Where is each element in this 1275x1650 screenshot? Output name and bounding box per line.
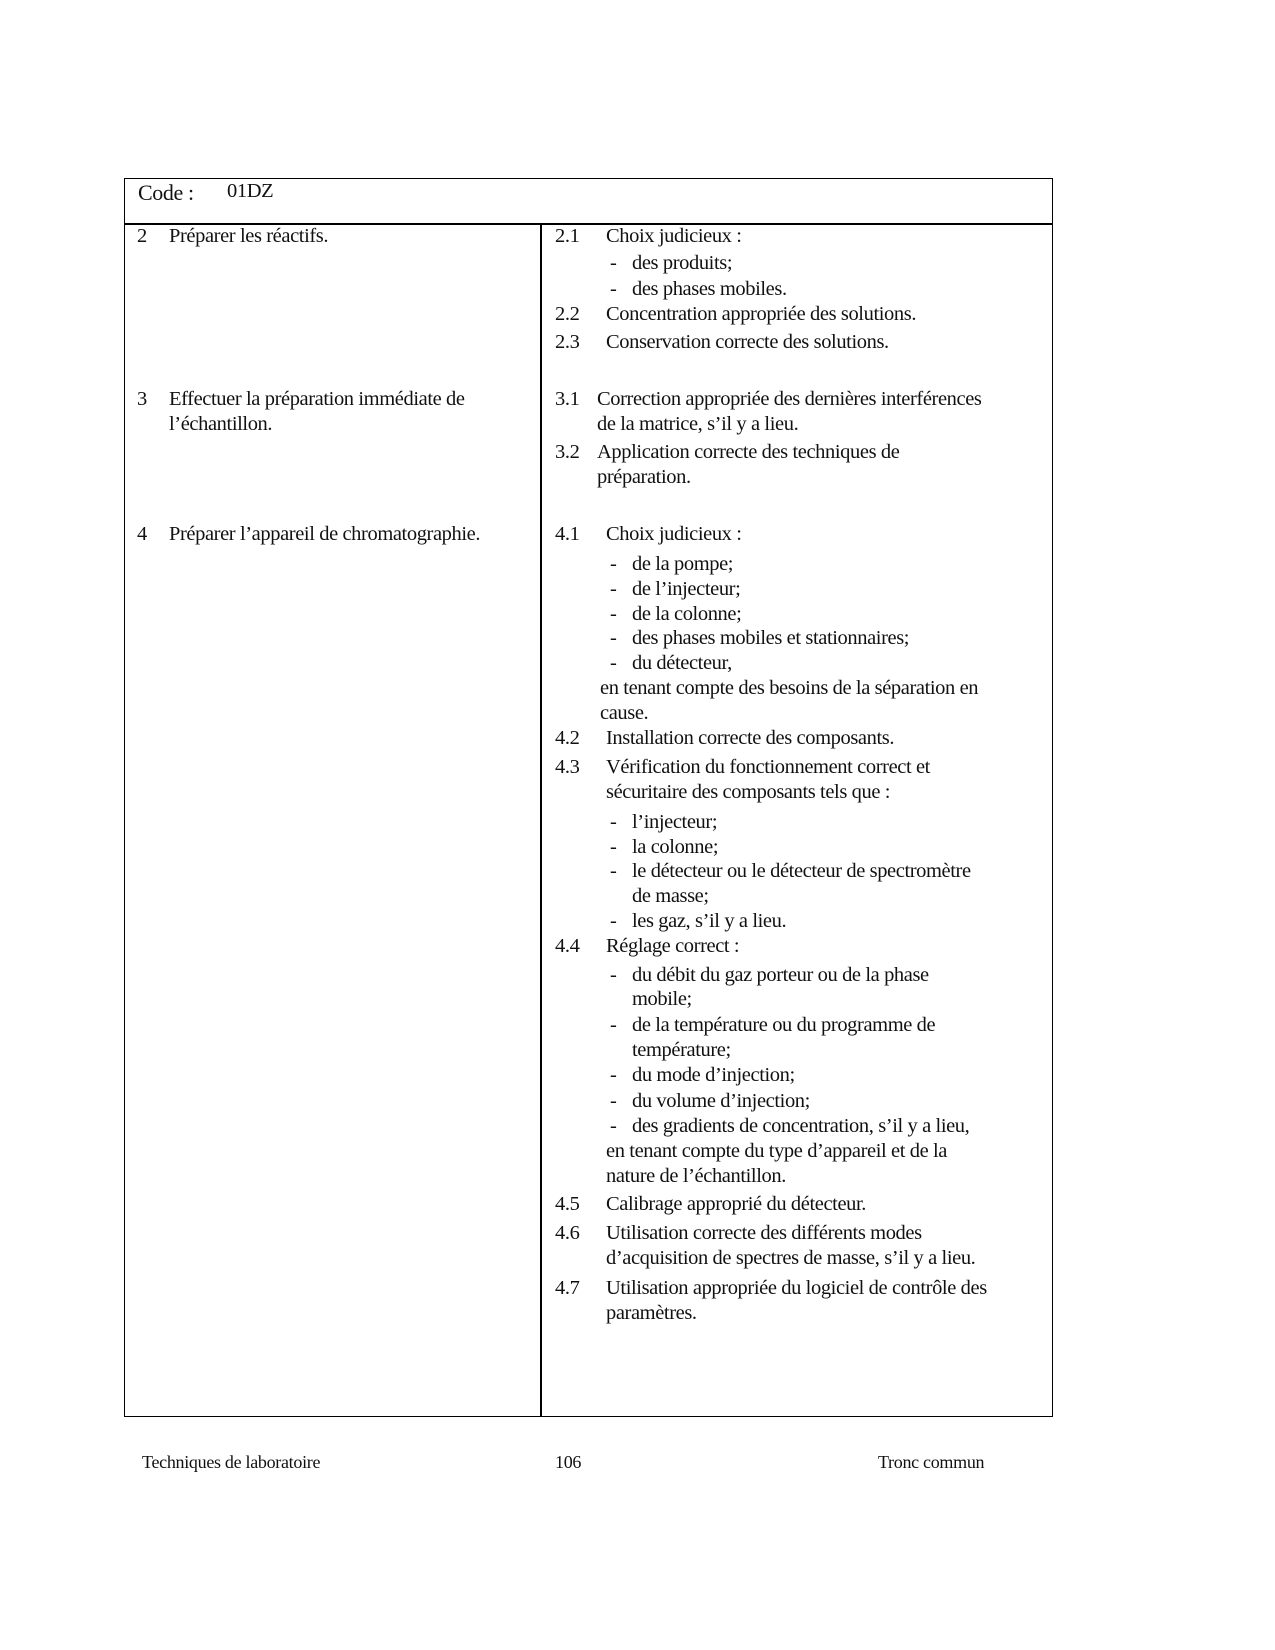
criterion-number: 3.2 — [555, 441, 580, 463]
column-divider — [540, 224, 542, 1416]
criterion-bullet: la colonne; — [632, 836, 719, 858]
criterion-number: 4.2 — [555, 727, 580, 749]
bullet-dash-icon: - — [610, 652, 617, 674]
criterion-note: cause. — [600, 702, 649, 724]
bullet-dash-icon: - — [610, 1014, 617, 1036]
footer-program: Techniques de laboratoire — [142, 1452, 321, 1472]
code-value: 01DZ — [227, 180, 274, 202]
criterion-number: 4.6 — [555, 1222, 580, 1244]
element-title: Effectuer la préparation immédiate de — [169, 388, 465, 410]
bullet-dash-icon: - — [610, 603, 617, 625]
criterion-bullet: des phases mobiles. — [632, 278, 787, 300]
criterion-text: préparation. — [597, 466, 691, 488]
criterion-bullet: mobile; — [632, 988, 692, 1010]
bullet-dash-icon: - — [610, 252, 617, 274]
bullet-dash-icon: - — [610, 860, 617, 882]
criterion-number: 4.7 — [555, 1277, 580, 1299]
bullet-dash-icon: - — [610, 1064, 617, 1086]
bullet-dash-icon: - — [610, 278, 617, 300]
criterion-text: Calibrage approprié du détecteur. — [606, 1193, 867, 1215]
criterion-bullet: de la pompe; — [632, 553, 734, 575]
bullet-dash-icon: - — [610, 578, 617, 600]
element-number: 3 — [137, 388, 147, 410]
criterion-text: Vérification du fonctionnement correct et — [606, 756, 930, 778]
criterion-text: Conservation correcte des solutions. — [606, 331, 889, 353]
code-label: Code : — [138, 180, 194, 205]
bullet-dash-icon: - — [610, 811, 617, 833]
criterion-number: 2.1 — [555, 225, 580, 247]
element-title: Préparer l’appareil de chromatographie. — [169, 523, 481, 545]
criterion-bullet: du débit du gaz porteur ou de la phase — [632, 964, 929, 986]
criterion-bullet: des gradients de concentration, s’il y a lieu, — [632, 1115, 970, 1137]
criterion-bullet: le détecteur ou le détecteur de spectromètre — [632, 860, 971, 882]
bullet-dash-icon: - — [610, 836, 617, 858]
bullet-dash-icon: - — [610, 1115, 617, 1137]
criterion-text: Choix judicieux : — [606, 225, 742, 247]
criterion-text: Application correcte des techniques de — [597, 441, 900, 463]
criterion-bullet: de la colonne; — [632, 603, 742, 625]
criterion-bullet: température; — [632, 1039, 731, 1061]
criterion-note: en tenant compte des besoins de la séparation en — [600, 677, 979, 699]
criterion-number: 2.2 — [555, 303, 580, 325]
criterion-number: 3.1 — [555, 388, 580, 410]
criterion-bullet: du mode d’injection; — [632, 1064, 795, 1086]
criterion-bullet: du volume d’injection; — [632, 1090, 810, 1112]
criterion-text: Choix judicieux : — [606, 523, 742, 545]
criterion-number: 2.3 — [555, 331, 580, 353]
bullet-dash-icon: - — [610, 627, 617, 649]
element-number: 2 — [137, 225, 147, 247]
criterion-number: 4.5 — [555, 1193, 580, 1215]
element-title: l’échantillon. — [169, 413, 273, 435]
criterion-bullet: des phases mobiles et stationnaires; — [632, 627, 910, 649]
criterion-number: 4.3 — [555, 756, 580, 778]
criterion-number: 4.1 — [555, 523, 580, 545]
bullet-dash-icon: - — [610, 1090, 617, 1112]
criterion-bullet: des produits; — [632, 252, 733, 274]
criterion-text: sécuritaire des composants tels que : — [606, 781, 891, 803]
criterion-text: Correction appropriée des dernières interférences — [597, 388, 982, 410]
criterion-bullet: l’injecteur; — [632, 811, 718, 833]
bullet-dash-icon: - — [610, 910, 617, 932]
criterion-bullet: de l’injecteur; — [632, 578, 741, 600]
criterion-text: Utilisation correcte des différents modes — [606, 1222, 922, 1244]
criterion-text: Réglage correct : — [606, 935, 740, 957]
criterion-bullet: du détecteur, — [632, 652, 732, 674]
bullet-dash-icon: - — [610, 964, 617, 986]
footer-section: Tronc commun — [878, 1452, 985, 1472]
criterion-bullet: de masse; — [632, 885, 709, 907]
criterion-note: en tenant compte du type d’appareil et de la — [606, 1140, 948, 1162]
criterion-number: 4.4 — [555, 935, 580, 957]
criterion-bullet: de la température ou du programme de — [632, 1014, 936, 1036]
criterion-text: Utilisation appropriée du logiciel de contrôle des — [606, 1277, 987, 1299]
footer-page-number: 106 — [555, 1452, 582, 1472]
criterion-note: nature de l’échantillon. — [606, 1165, 786, 1187]
criterion-text: paramètres. — [606, 1302, 697, 1324]
element-number: 4 — [137, 523, 147, 545]
criterion-text: Concentration appropriée des solutions. — [606, 303, 917, 325]
criterion-text: Installation correcte des composants. — [606, 727, 895, 749]
criterion-text: de la matrice, s’il y a lieu. — [597, 413, 799, 435]
criterion-bullet: les gaz, s’il y a lieu. — [632, 910, 787, 932]
element-title: Préparer les réactifs. — [169, 225, 329, 247]
bullet-dash-icon: - — [610, 553, 617, 575]
criterion-text: d’acquisition de spectres de masse, s’il y a lieu. — [606, 1247, 976, 1269]
